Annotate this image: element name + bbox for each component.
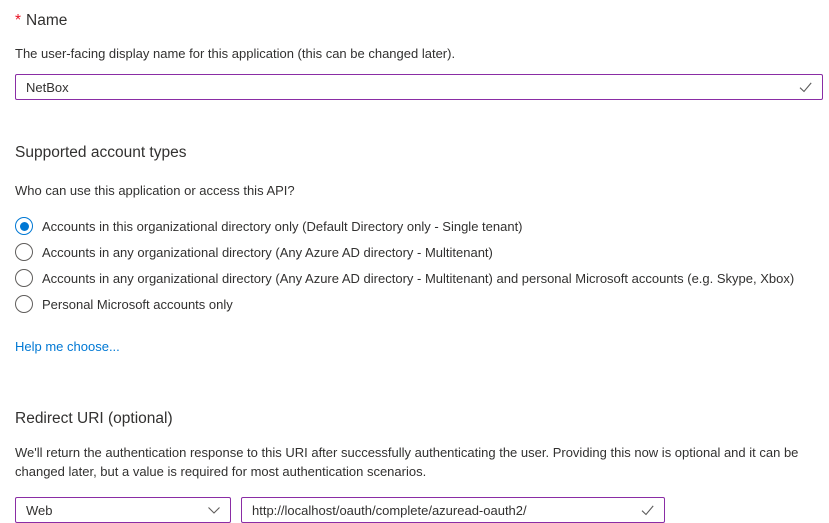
radio-icon[interactable] [15,295,33,313]
required-asterisk: * [15,12,22,29]
account-type-option-multitenant-personal[interactable] [15,265,823,291]
account-type-option-label: Personal Microsoft accounts only [42,296,233,312]
name-heading-text: Name [26,12,68,29]
redirect-uri-heading: Redirect URI (optional) [15,410,173,427]
account-type-option-multitenant[interactable] [15,239,823,265]
radio-icon[interactable] [15,217,33,235]
account-types-heading: Supported account types [15,144,187,161]
platform-select[interactable] [15,497,231,523]
redirect-uri-input-container [241,497,665,523]
name-section-heading [15,0,823,31]
account-type-radio-group [15,213,823,317]
account-type-option-label: Accounts in any organizational directory (Any Azure AD directory - Multitenant) and personal Microsoft accounts (e.g. Skype, Xbox) [42,270,795,286]
account-type-option-label: Accounts in any organizational directory (Any Azure AD directory - Multitenant) [42,244,493,260]
redirect-uri-row [15,497,823,523]
account-types-question: Who can use this application or access this API? [15,183,295,198]
name-input[interactable] [16,75,822,99]
name-input-container [15,74,823,100]
platform-select-value: Web [26,502,53,518]
radio-icon[interactable] [15,269,33,287]
redirect-uri-description: We'll return the authentication response to this URI after successfully authenticating the user. Providing this now is optional and it can be changed later, but a value is required for most authentication scenarios. [15,445,799,479]
account-type-option-personal-only[interactable] [15,291,823,317]
help-me-choose-link[interactable]: Help me choose... [15,339,120,354]
redirect-uri-input[interactable] [242,498,664,522]
account-type-option-single-tenant[interactable] [15,213,823,239]
account-type-option-label: Accounts in this organizational directory only (Default Directory only - Single tenant) [42,218,523,234]
radio-icon[interactable] [15,243,33,261]
name-description: The user-facing display name for this application (this can be changed later). [15,46,456,61]
